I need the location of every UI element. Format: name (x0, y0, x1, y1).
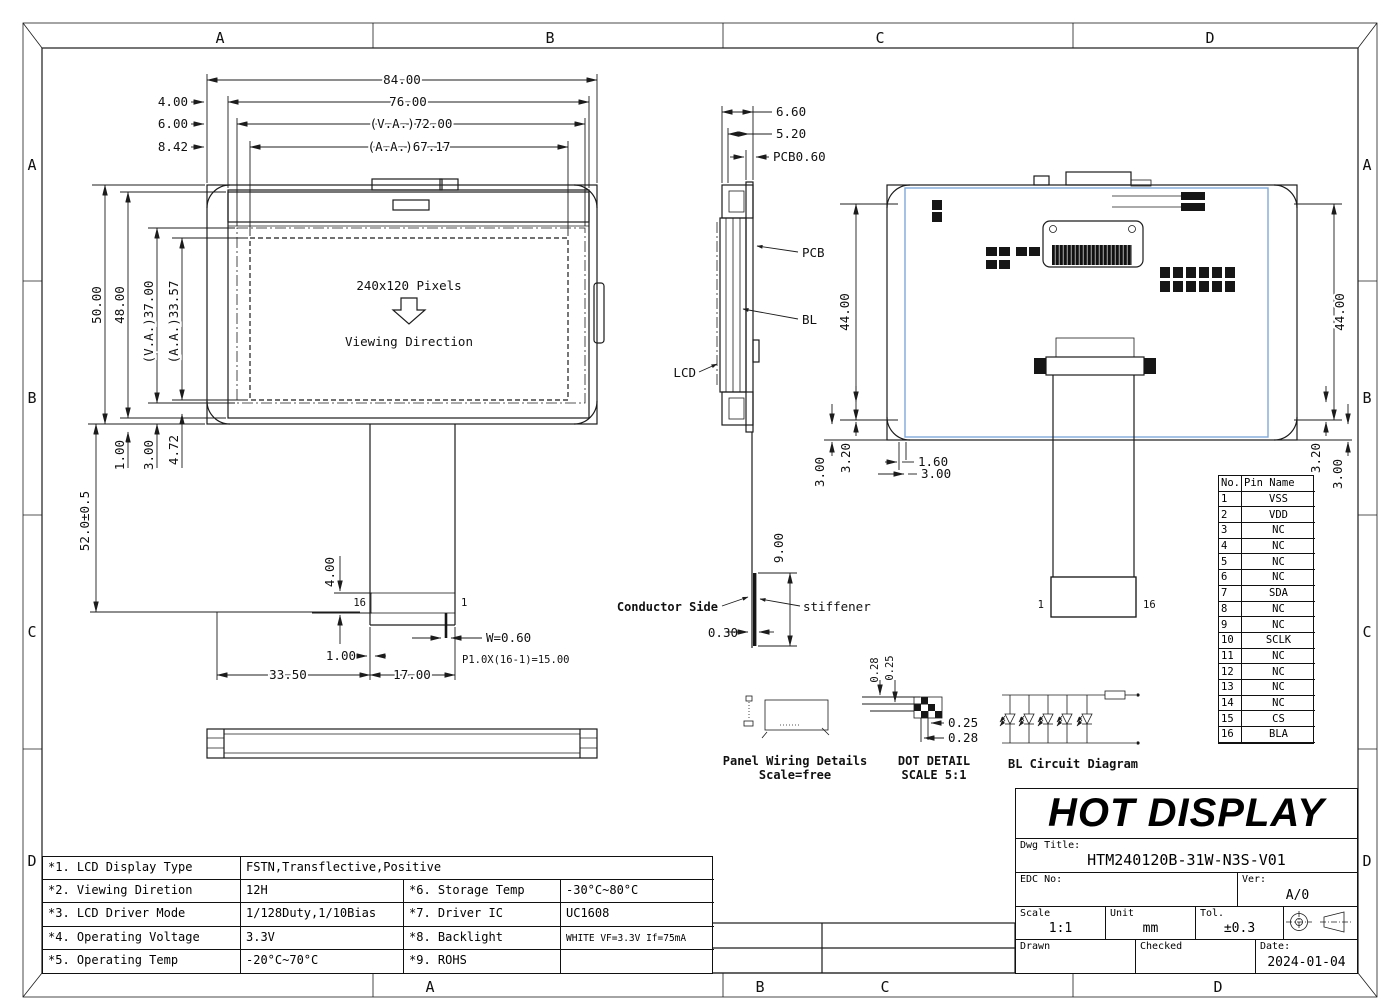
pin-table-header-no: No. (1219, 476, 1242, 492)
pin-name: NC (1242, 696, 1315, 712)
spec-cell: *5. Operating Temp (43, 950, 241, 973)
dim-100f: 1.00 (325, 648, 356, 663)
zone-top-d: D (1205, 29, 1215, 47)
pin-no: 11 (1219, 649, 1242, 665)
unit-value: mm (1142, 921, 1159, 936)
pcb-outline (905, 188, 1268, 437)
connector-pads (1052, 245, 1132, 265)
scale-label: Scale (1020, 908, 1051, 919)
dim-76: 76.00 (389, 94, 427, 109)
label-stiffener: stiffener (803, 599, 871, 614)
zone-left-b: B (27, 389, 37, 407)
pin-name: NC (1242, 664, 1315, 680)
tol-label: Tol. (1200, 908, 1225, 919)
zone-bottom-b: B (755, 978, 765, 996)
company-name (1016, 789, 1357, 839)
zone-left-d: D (27, 852, 37, 870)
pin-name: BLA (1242, 727, 1315, 743)
pin-no: 15 (1219, 711, 1242, 727)
zone-top-b: B (545, 29, 555, 47)
dim-fpc-400: 4.00 (322, 556, 337, 588)
spec-cell: *1. LCD Display Type (43, 857, 241, 880)
dwg-title-value: HTM240120B-31W-N3S-V01 (1087, 851, 1286, 869)
bl-circuit-diagram (1000, 691, 1140, 771)
dim-030: 0.30 (707, 625, 738, 640)
dim-aa67: (A.A.)67.17 (367, 139, 451, 154)
dim-300-left: 3.00 (812, 456, 827, 488)
spec-cell: WHITE VF=3.3V If=75mA (561, 927, 714, 950)
tol-value: ±0.3 (1223, 921, 1256, 936)
spec-cell: *6. Storage Temp (404, 880, 561, 903)
led-icon (1000, 695, 1015, 743)
dim-52: 52.0±0.5 (77, 490, 92, 552)
dim-660: 6.60 (776, 104, 807, 119)
active-area-outline (250, 238, 568, 400)
pin-no: 9 (1219, 617, 1242, 633)
date-label: Date: (1260, 941, 1291, 952)
dot-dim-025-right: 0.25 (948, 715, 979, 730)
pin-name: NC (1242, 649, 1315, 665)
pin-no: 10 (1219, 633, 1242, 649)
zone-bottom-a: A (425, 978, 435, 996)
pin-name: VDD (1242, 507, 1315, 523)
fpc-pin16-label: 16 (353, 597, 366, 609)
dim-44-left: 44.00 (837, 293, 852, 331)
bottom-profile-view (207, 729, 597, 758)
dot-dim-028-right: 0.28 (948, 730, 979, 745)
dim-900: 9.00 (771, 532, 786, 564)
dim-320-left: 3.20 (838, 442, 853, 474)
pin-name: NC (1242, 617, 1315, 633)
spec-cell: *8. Backlight (404, 927, 561, 950)
edc-no-label: EDC No: (1020, 874, 1063, 885)
led-icon (1038, 695, 1053, 743)
fpc-stiffener (1051, 577, 1136, 617)
pin-no: 16 (1219, 727, 1242, 743)
dim-3350: 33.50 (269, 667, 307, 682)
panel-wiring-caption-2: Scale=free (758, 768, 832, 782)
spec-cell (561, 950, 714, 973)
pin-name: NC (1242, 570, 1315, 586)
dot-detail (862, 655, 978, 782)
spec-cell: 1/128Duty,1/10Bias (241, 903, 404, 926)
pin-no: 1 (1219, 492, 1242, 508)
spec-cell: *3. LCD Driver Mode (43, 903, 241, 926)
ver-label: Ver: (1242, 874, 1267, 885)
pixels-label: 240x120 Pixels (356, 278, 462, 293)
pin-no: 4 (1219, 539, 1242, 555)
dim-aa3357: (A.A.)33.57 (166, 280, 181, 364)
spec-cell: *4. Operating Voltage (43, 927, 241, 950)
dot-dim-025-top: 0.25 (884, 655, 896, 681)
dim-6: 6.00 (157, 116, 188, 131)
pin-no: 2 (1219, 507, 1242, 523)
zone-right-a: A (1362, 156, 1372, 174)
spec-cell: *9. ROHS (404, 950, 561, 973)
dim-50: 50.00 (89, 286, 104, 324)
pin-no: 6 (1219, 570, 1242, 586)
dim-48: 48.00 (112, 286, 127, 324)
scale-value: 1:1 (1048, 921, 1073, 936)
viewing-direction-arrow-icon (393, 298, 425, 324)
spec-cell: UC1608 (561, 903, 714, 926)
pin-name: NC (1242, 554, 1315, 570)
zone-bottom-d: D (1213, 978, 1223, 996)
checked-label: Checked (1140, 941, 1183, 952)
dim-84: 84.00 (383, 72, 421, 87)
zone-right-d: D (1362, 852, 1372, 870)
zone-right-b: B (1362, 389, 1372, 407)
viewing-direction-label: Viewing Direction (345, 334, 473, 349)
unit-label: Unit (1110, 908, 1135, 919)
panel-wiring-caption-1: Panel Wiring Details (722, 754, 868, 768)
dim-44-right: 44.00 (1332, 293, 1347, 331)
dim-w060: W=0.60 (486, 630, 532, 645)
company-name-text: HOT DISPLAY (1048, 791, 1325, 835)
zone-top-c: C (875, 29, 885, 47)
dot-detail-caption-2: SCALE 5:1 (901, 768, 967, 782)
dim-300-right: 3.00 (1330, 458, 1345, 490)
dim-va72: (V.A.)72.00 (369, 116, 453, 131)
spec-cell: -20°C~70°C (241, 950, 404, 973)
third-angle-projection-icon (1284, 907, 1356, 938)
fpc-contacts (371, 593, 455, 613)
dim-842: 8.42 (157, 139, 188, 154)
pin-name: SDA (1242, 586, 1315, 602)
label-conductor-side: Conductor Side (616, 600, 718, 614)
zone-left-c: C (27, 623, 37, 641)
zone-right-c: C (1362, 623, 1372, 641)
panel-wiring-details (723, 696, 868, 782)
dim-320-right: 3.20 (1308, 442, 1323, 474)
dim-pitch: P1.0X(16-1)=15.00 (462, 654, 570, 666)
dim-pcb060: PCB0.60 (773, 149, 826, 164)
pin-no: 3 (1219, 523, 1242, 539)
dim-520: 5.20 (776, 126, 807, 141)
pin-no: 14 (1219, 696, 1242, 712)
pin-name: NC (1242, 539, 1315, 555)
pin-no: 8 (1219, 602, 1242, 618)
dot-dim-028-top: 0.28 (869, 657, 881, 683)
pin-no: 12 (1219, 664, 1242, 680)
pin-no: 13 (1219, 680, 1242, 696)
title-block (1015, 788, 1358, 974)
bl-circuit-caption: BL Circuit Diagram (1007, 757, 1139, 771)
pin-no: 7 (1219, 586, 1242, 602)
spec-cell: -30°C~80°C (561, 880, 714, 903)
zone-left-a: A (27, 156, 37, 174)
spec-table (42, 856, 713, 974)
pin-name: NC (1242, 680, 1315, 696)
label-bl: BL (802, 312, 818, 327)
dim-100b: 1.00 (112, 439, 127, 471)
fpc-pin1-label: 1 (461, 597, 468, 609)
spec-cell: FSTN,Transflective,Positive (241, 857, 714, 880)
form-empty-cells (712, 923, 1015, 973)
dwg-title-label: Dwg Title: (1020, 840, 1081, 851)
date-value: 2024-01-04 (1267, 955, 1346, 970)
led-icon (1057, 695, 1072, 743)
dim-472: 4.72 (166, 434, 181, 466)
label-pcb: PCB (802, 245, 825, 260)
dim-va37: (V.A.)37.00 (141, 280, 156, 364)
pin-no: 5 (1219, 554, 1242, 570)
ffc-pins (1056, 338, 1134, 357)
drawn-label: Drawn (1020, 941, 1051, 952)
pin-table (1218, 475, 1314, 744)
zone-top-a: A (215, 29, 225, 47)
side-view (617, 104, 871, 648)
dim-160: 1.60 (918, 454, 949, 469)
spec-cell: 3.3V (241, 927, 404, 950)
ver-value: A/0 (1285, 888, 1310, 903)
front-view-dimensions (77, 72, 597, 682)
spec-cell: *7. Driver IC (404, 903, 561, 926)
pin-name: NC (1242, 523, 1315, 539)
dim-1700: 17.00 (393, 667, 431, 682)
zone-bottom-c: C (880, 978, 890, 996)
rear-pin1-label: 1 (1037, 599, 1044, 611)
pin-name: SCLK (1242, 633, 1315, 649)
label-lcd: LCD (673, 365, 696, 380)
dim-300b: 3.00 (141, 439, 156, 471)
pin-name: CS (1242, 711, 1315, 727)
led-icon (1077, 695, 1092, 743)
rear-pin16-label: 16 (1143, 599, 1156, 611)
bezel-hatch (228, 190, 589, 222)
dot-detail-caption-1: DOT DETAIL (897, 754, 971, 768)
spec-cell: *2. Viewing Diretion (43, 880, 241, 903)
pin-name: NC (1242, 602, 1315, 618)
led-icon (1019, 695, 1034, 743)
pin-name: VSS (1242, 492, 1315, 508)
spec-cell: 12H (241, 880, 404, 903)
dim-300-center: 3.00 (921, 466, 952, 481)
dim-4: 4.00 (157, 94, 188, 109)
viewing-area-outline (237, 228, 585, 403)
front-view (207, 179, 604, 638)
pin-table-header-name: Pin Name (1242, 476, 1315, 492)
